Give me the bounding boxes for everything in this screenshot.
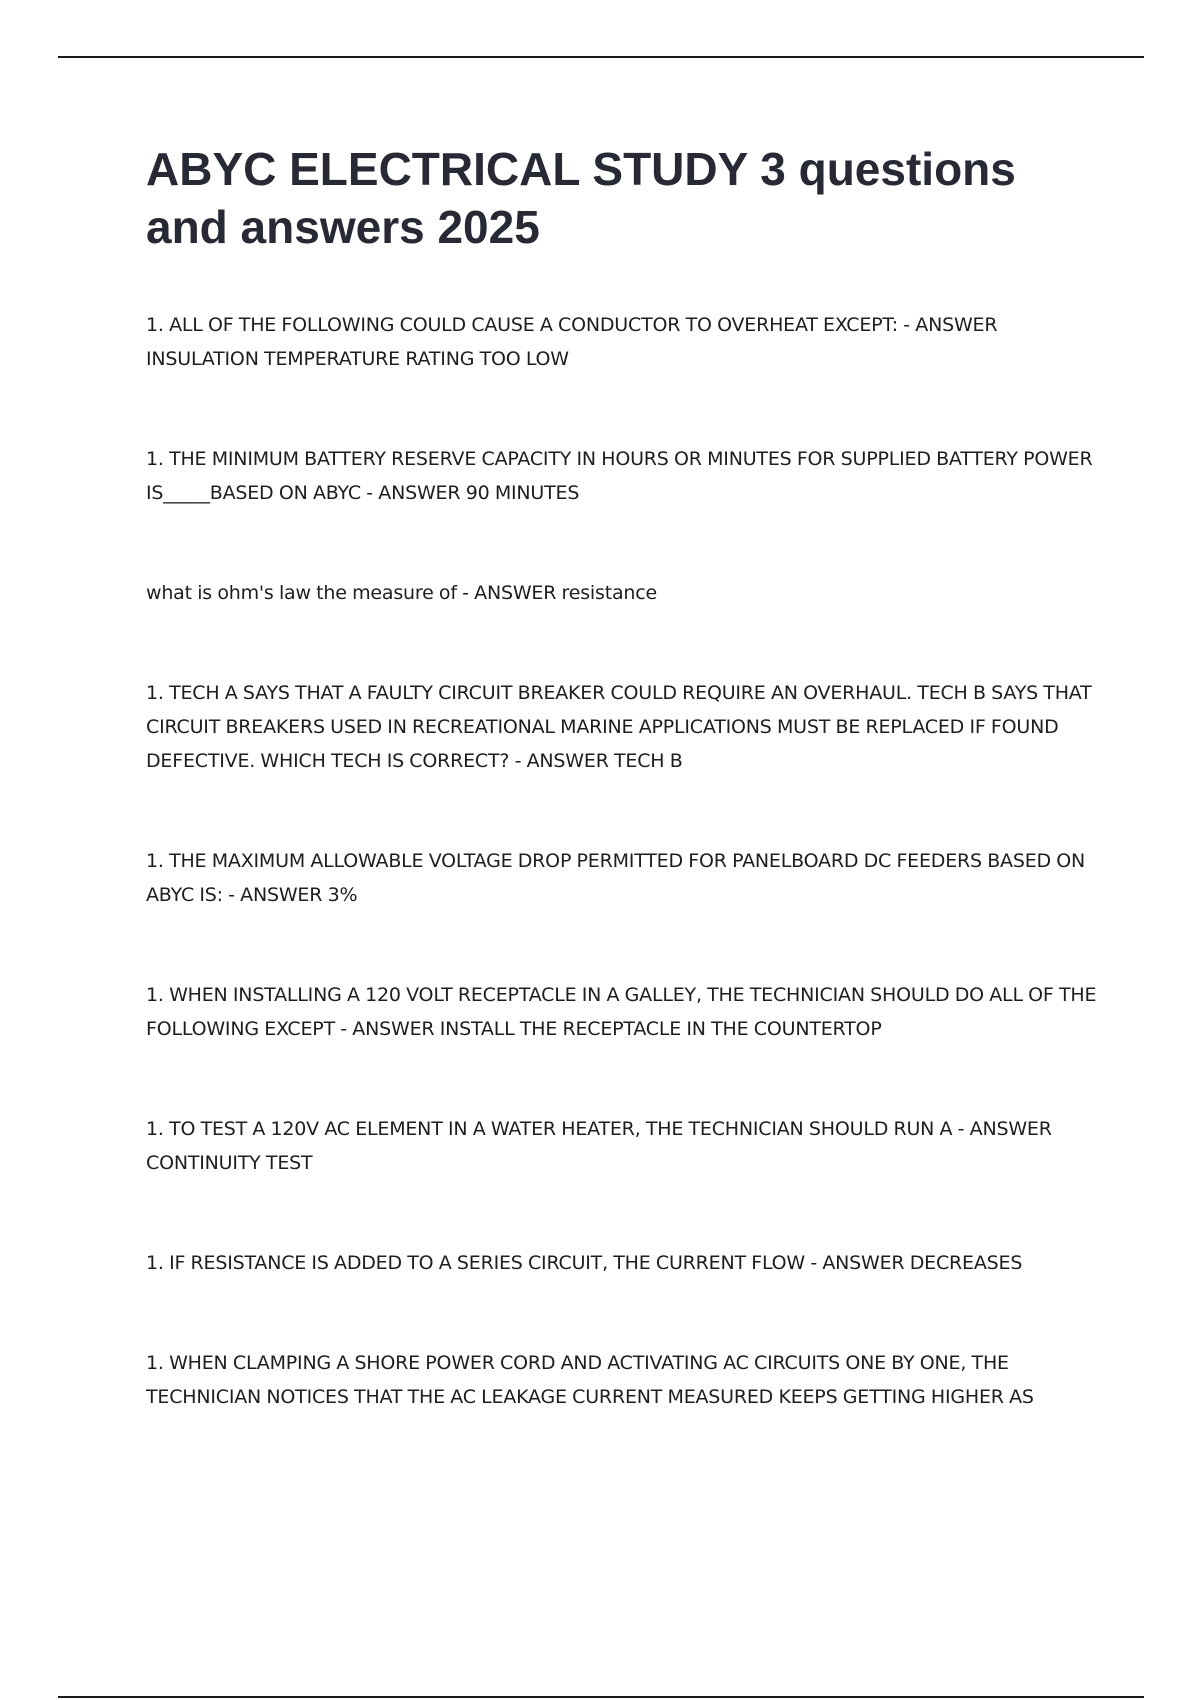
document-title: ABYC ELECTRICAL STUDY 3 questions and answers 2025 (146, 143, 1016, 253)
qa-list (146, 308, 1106, 1414)
qa-item: 1. ALL OF THE FOLLOWING COULD CAUSE A CONDUCTOR TO OVERHEAT EXCEPT: - ANSWER INSULATION TEMPERATURE RATING TOO LOW (146, 314, 998, 370)
qa-item: 1. THE MAXIMUM ALLOWABLE VOLTAGE DROP PERMITTED FOR PANELBOARD DC FEEDERS BASED ON ABYC IS: - ANSWER 3% (146, 850, 1086, 906)
qa-item: what is ohm's law the measure of - ANSWER resistance (146, 582, 657, 604)
qa-item: 1. TECH A SAYS THAT A FAULTY CIRCUIT BREAKER COULD REQUIRE AN OVERHAUL. TECH B SAYS THAT CIRCUIT BREAKERS USED IN RECREATIONAL MARINE APPLICATIONS MUST BE REPLACED IF FOUND DEFECTIVE. WHICH TECH IS CORRECT? - ANSWER TECH B (146, 682, 1092, 772)
bottom-divider (58, 1696, 1144, 1698)
qa-item: 1. WHEN CLAMPING A SHORE POWER CORD AND ACTIVATING AC CIRCUITS ONE BY ONE, THE TECHNICIAN NOTICES THAT THE AC LEAKAGE CURRENT MEASURED KEEPS GETTING HIGHER AS (146, 1352, 1034, 1408)
qa-item: 1. WHEN INSTALLING A 120 VOLT RECEPTACLE IN A GALLEY, THE TECHNICIAN SHOULD DO ALL OF THE FOLLOWING EXCEPT - ANSWER INSTALL THE RECEPTACLE IN THE COUNTERTOP (146, 984, 1097, 1040)
qa-item: 1. THE MINIMUM BATTERY RESERVE CAPACITY IN HOURS OR MINUTES FOR SUPPLIED BATTERY POWER IS_____BASED ON ABYC - ANSWER 90 MINUTES (146, 448, 1093, 504)
top-divider (58, 56, 1144, 58)
document-body (146, 140, 1106, 1480)
qa-item: 1. TO TEST A 120V AC ELEMENT IN A WATER HEATER, THE TECHNICIAN SHOULD RUN A - ANSWER CONTINUITY TEST (146, 1118, 1052, 1174)
qa-item: 1. IF RESISTANCE IS ADDED TO A SERIES CIRCUIT, THE CURRENT FLOW - ANSWER DECREASES (146, 1252, 1023, 1274)
